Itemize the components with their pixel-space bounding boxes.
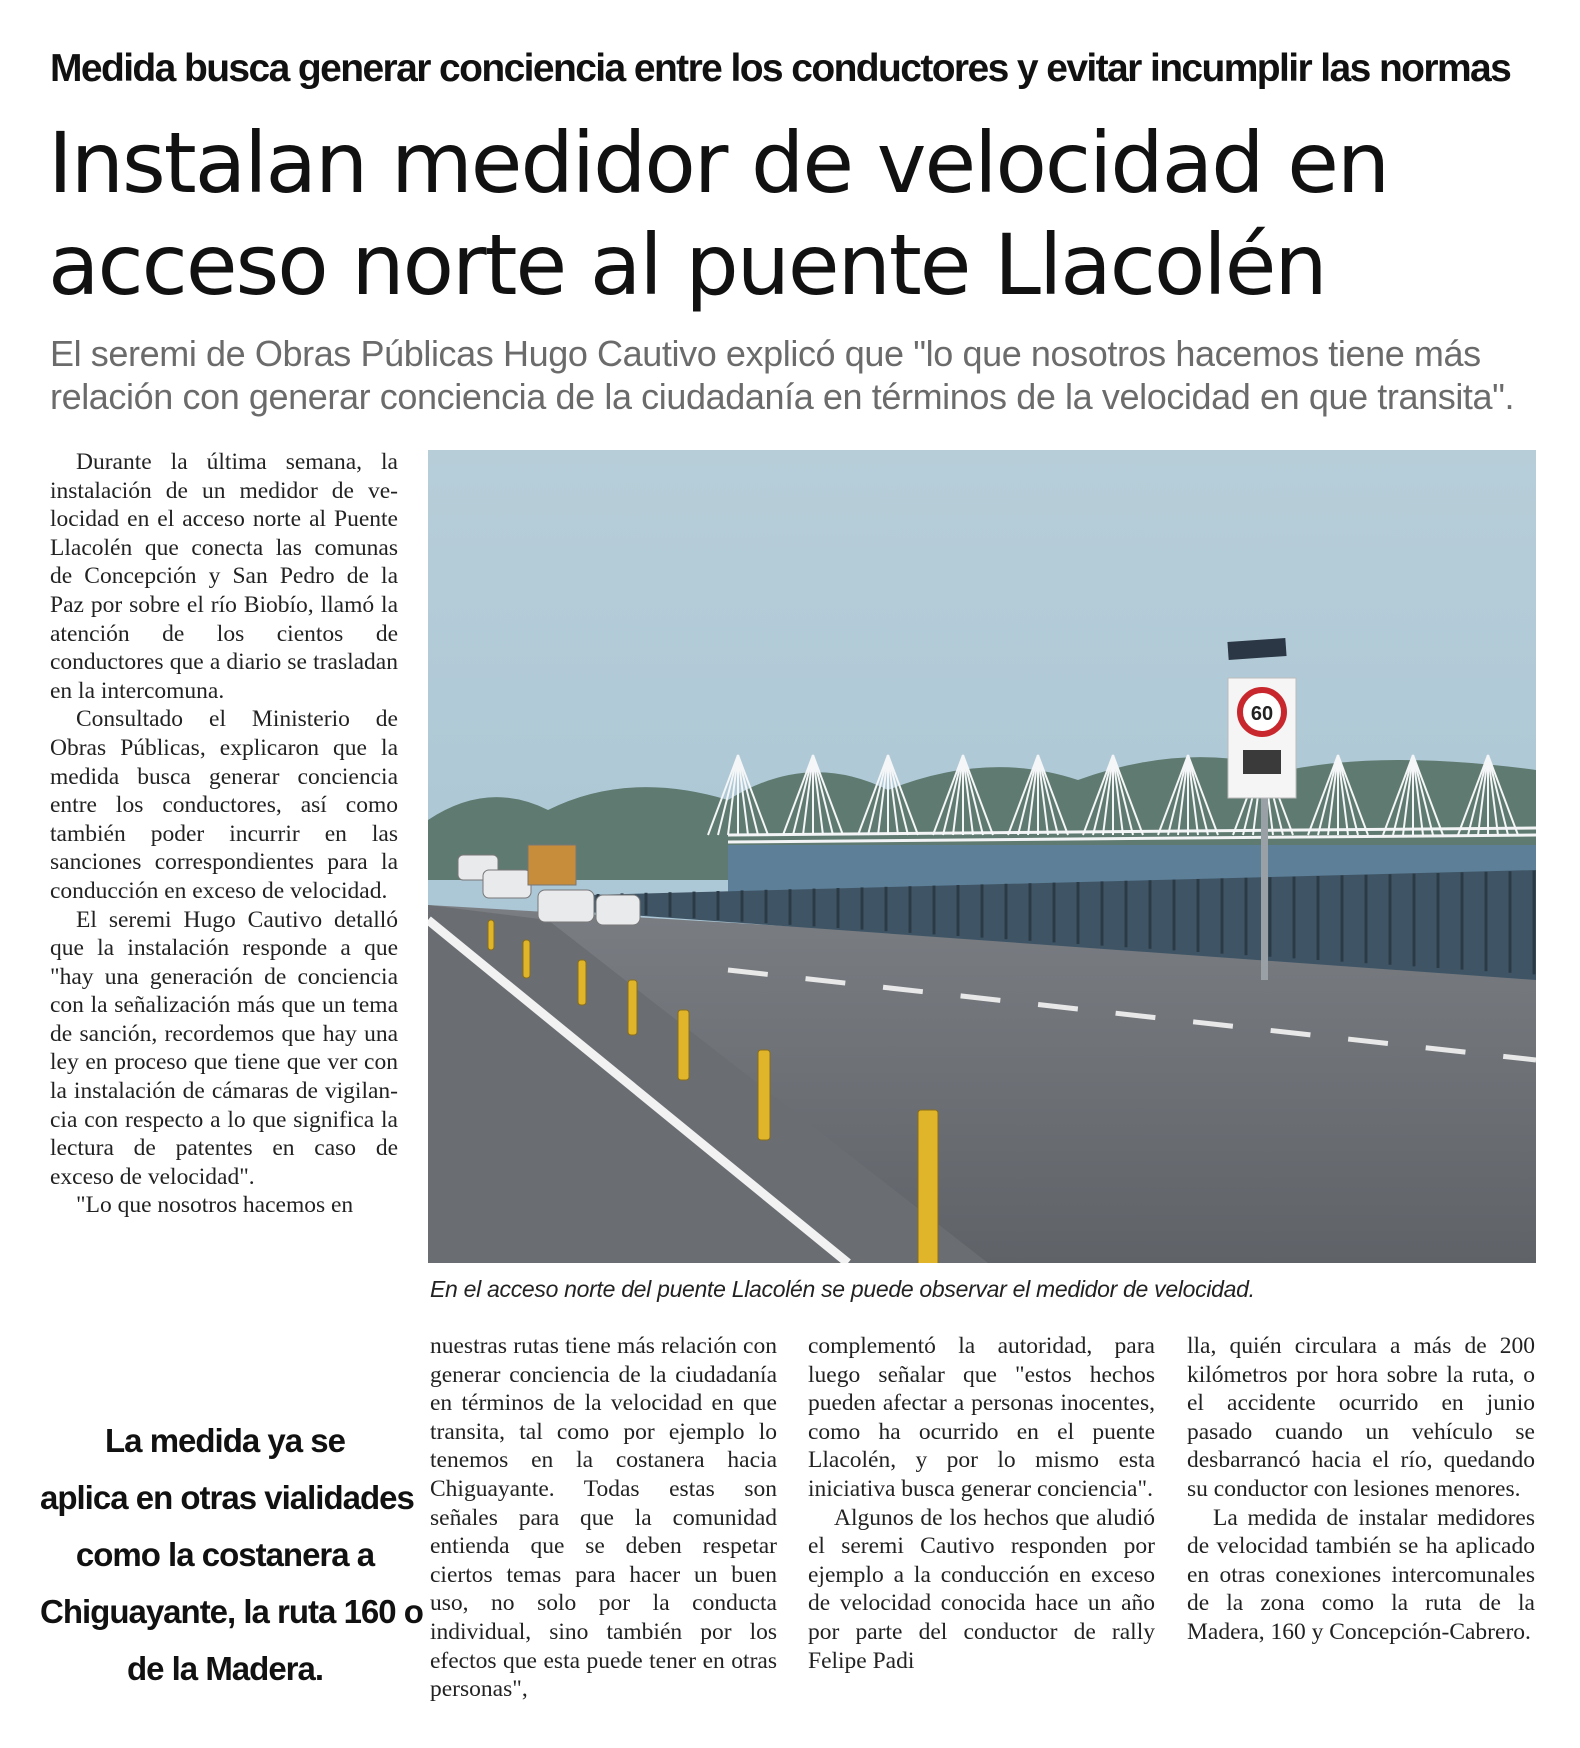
body-column-2 xyxy=(430,1332,777,1704)
body-column-1 xyxy=(50,448,398,1220)
deck-line-1: El seremi de Obras Públicas Hugo Cautivo explicó que "lo que nosotros hacemos tiene más xyxy=(50,333,1481,374)
photo-caption: En el acceso norte del puente Llacolén se puede observar el medidor de velocidad. xyxy=(430,1276,1255,1302)
body-paragraph: complementó la autoridad, para luego señalar que "estos hechos pueden afectar a personas inocentes, como ha ocurrido en el puente Llacolén, y por lo mismo esta iniciativa busca generar conciencia". xyxy=(808,1333,1155,1502)
body-paragraph: La medida de instalar medidores de velocidad también se ha aplicado en otras conexiones intercomunales de la zona como la ruta de la Madera, 160 y Concepción-Cabrero. xyxy=(1187,1504,1535,1645)
bridge-photo xyxy=(428,450,1536,1263)
headline-line-1: Instalan medidor de velocidad en xyxy=(48,114,1389,212)
body-paragraph: lla, quién circulara a más de 200 kilómetros por hora sobre la ruta, o el accidente ocurrido en junio pasado cuando un vehículo se desbarrancó hacia el río, quedando su conductor con lesiones menores. xyxy=(1187,1333,1535,1502)
body-paragraph: "Lo que nosotros hacemos en xyxy=(76,1192,354,1219)
pull-quote-line: La medida ya se xyxy=(105,1422,345,1459)
body-paragraph: El seremi Hugo Cautivo detalló que la instalación responde a que "hay una generación de conciencia con la señalización más que un tema de sanción, recordemos que hay una ley en proceso que tiene que ver con la instalación de cámaras de vigilancia con respecto a lo que significa la lectura de patentes en caso de exceso de velocidad". xyxy=(50,906,398,1190)
deck xyxy=(50,332,1560,418)
bridge-photo-illustration xyxy=(428,450,1536,1263)
body-column-4 xyxy=(1187,1332,1535,1647)
speed-limit-value: 60 xyxy=(1250,703,1274,725)
pull-quote-line: Chiguayante, la ruta 160 o xyxy=(40,1593,423,1630)
body-paragraph: nuestras rutas tiene más relación con generar conciencia de la ciudadanía en términos de la velocidad en que transita, tal como por ejemplo lo tenemos en la costanera hacia Chiguayante. Todas estas son señales para que la comunidad entienda que se deben respetar ciertos temas para hacer un buen uso, no solo por la conducta individual, sino también por los efectos que esta puede tener en otras personas", xyxy=(430,1333,777,1703)
deck-line-2: relación con generar conciencia de la ciudadanía en términos de la velocidad en que transita". xyxy=(50,376,1515,417)
pull-quote-line: de la Madera. xyxy=(126,1650,324,1687)
body-column-3 xyxy=(808,1332,1155,1675)
pull-quote-line: como la costanera a xyxy=(75,1536,375,1573)
pull-quote xyxy=(40,1412,423,1697)
headline-line-2: acceso norte al puente Llacolén xyxy=(48,216,1326,314)
body-paragraph: Algunos de los hechos que aludió el seremi Cautivo responden por ejemplo a la conducción en exceso de velocidad conocida hace un año por parte del conductor de rally Felipe Padi xyxy=(808,1504,1155,1674)
speed-display xyxy=(1243,750,1281,774)
body-paragraph: Durante la última semana, la instalación de un medidor de velocidad en el acceso norte al Puente Llacolén que conecta las comunas de Concepción y San Pedro de la Paz por sobre el río Biobío, llamó la atención de los cientos de conductores que a diario se trasladan en la intercomuna. xyxy=(50,449,398,704)
headline xyxy=(48,112,1548,316)
kicker: Medida busca generar conciencia entre los conductores y evitar incumplir las normas xyxy=(50,47,1511,90)
pull-quote-line: aplica en otras vialidades xyxy=(40,1479,414,1516)
body-paragraph: Consultado el Ministerio de Obras Públicas, explicaron que la medida busca generar conciencia entre los conductores, así como también poder incurrir en las sanciones correspondientes para la conducción en exceso de velocidad. xyxy=(50,706,398,904)
